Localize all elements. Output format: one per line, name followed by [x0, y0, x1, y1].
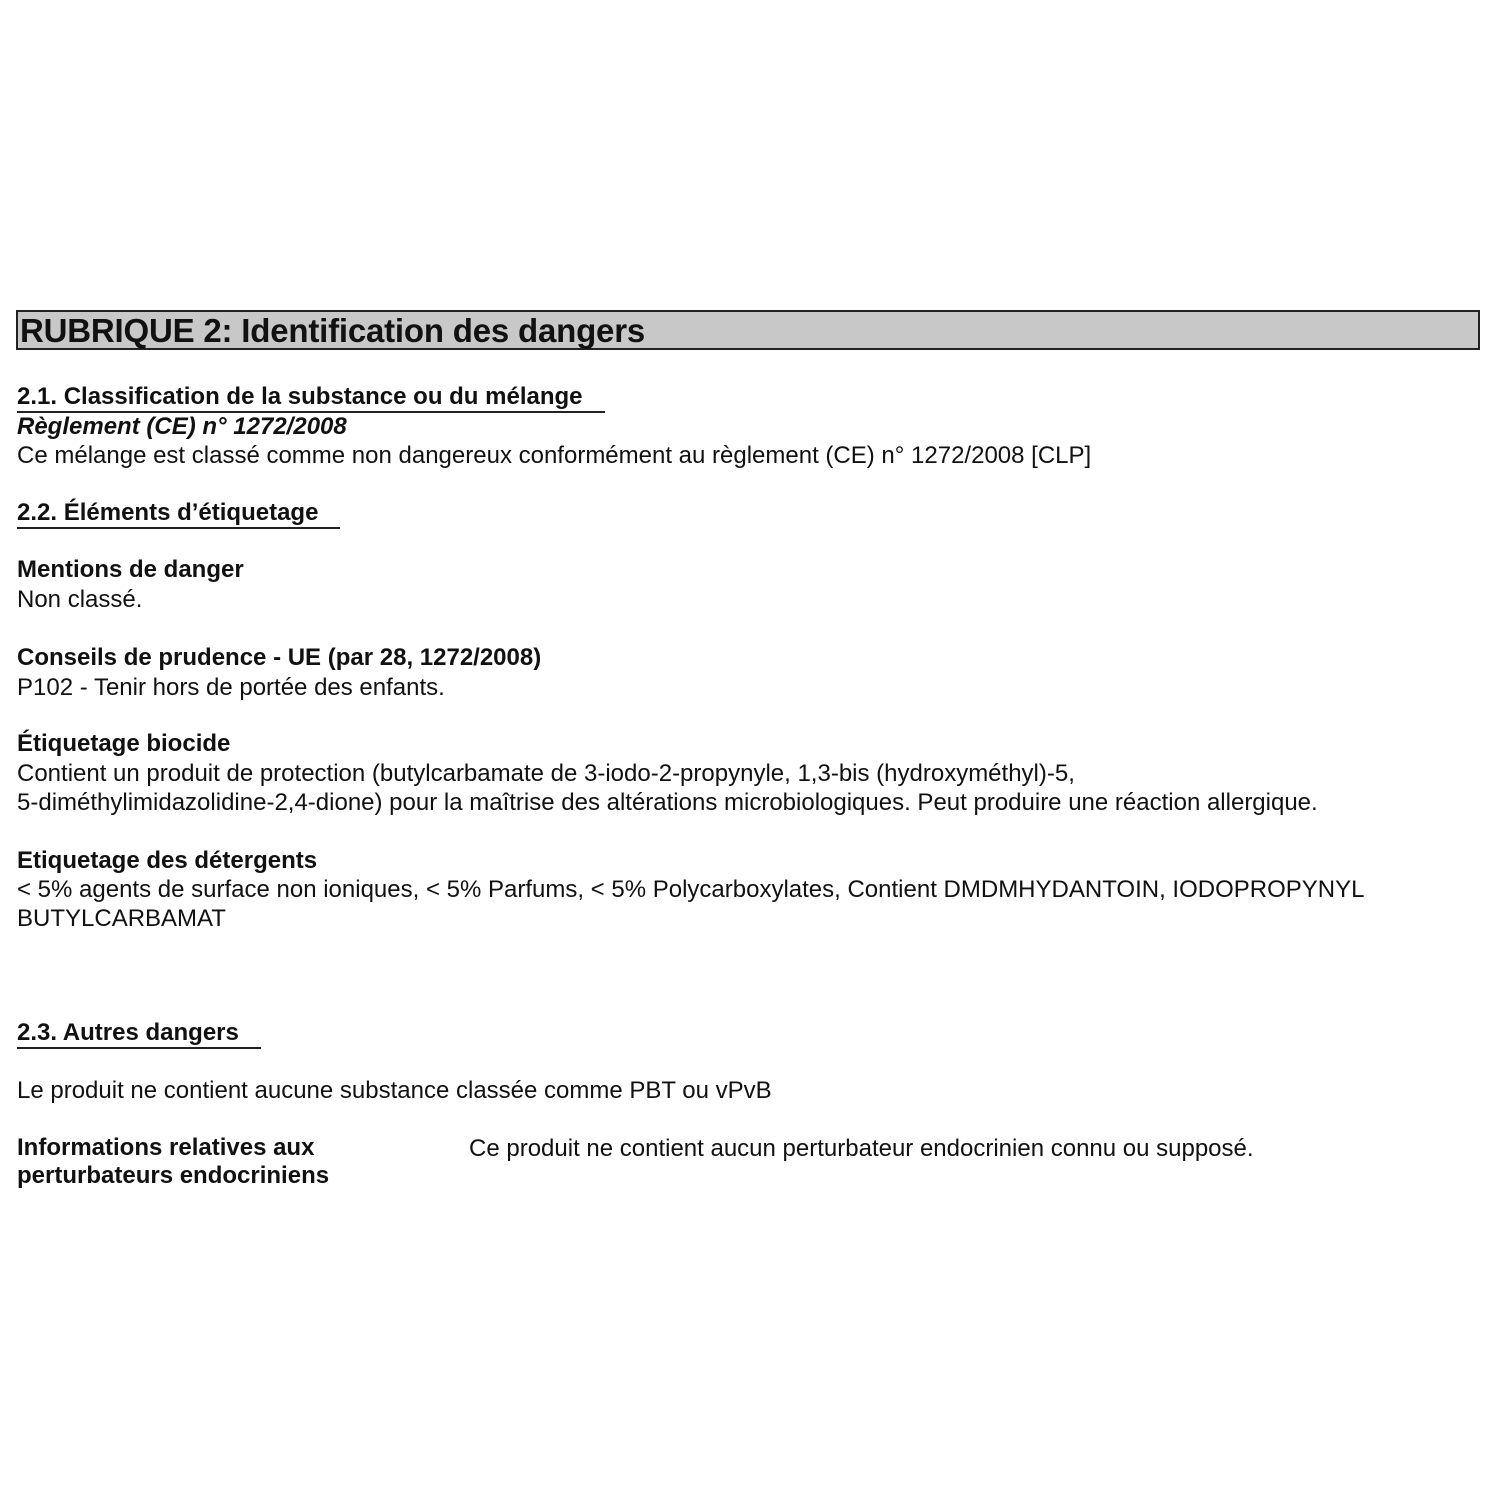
endocrine-value: Ce produit ne contient aucun perturbateur endocrinien connu ou supposé. — [469, 1135, 1254, 1162]
classification-statement: Ce mélange est classé comme non dangereux conformément au règlement (CE) n° 1272/2008 [CLP] — [17, 442, 1092, 469]
detergent-labelling-line-2: BUTYLCARBAMAT — [17, 905, 226, 932]
hazard-statements-title: Mentions de danger — [17, 556, 244, 583]
hazard-statements-value: Non classé. — [17, 586, 143, 613]
subsection-heading-2-2: 2.2. Éléments d’étiquetage — [17, 499, 340, 529]
endocrine-label-line-2: perturbateurs endocriniens — [17, 1162, 330, 1189]
regulation-reference: Règlement (CE) n° 1272/2008 — [17, 413, 347, 440]
detergent-labelling-title: Etiquetage des détergents — [17, 847, 318, 874]
pbt-statement: Le produit ne contient aucune substance classée comme PBT ou vPvB — [17, 1077, 772, 1104]
biocide-labelling-line-1: Contient un produit de protection (butylcarbamate de 3-iodo-2-propynyle, 1,3-bis (hydroxyméthyl)-5, — [17, 760, 1075, 787]
endocrine-label-line-1: Informations relatives aux — [17, 1134, 315, 1161]
biocide-labelling-title: Étiquetage biocide — [17, 730, 231, 757]
precautionary-statements-value: P102 - Tenir hors de portée des enfants. — [17, 674, 445, 701]
subsection-heading-2-1: 2.1. Classification de la substance ou du mélange — [17, 383, 605, 413]
subsection-heading-2-3: 2.3. Autres dangers — [17, 1019, 261, 1049]
detergent-labelling-line-1: < 5% agents de surface non ioniques, < 5% Parfums, < 5% Polycarboxylates, Contient DMDMHYDANTOIN, IODOPROPYNYL — [17, 876, 1365, 903]
biocide-labelling-line-2: 5-diméthylimidazolidine-2,4-dione) pour la maîtrise des altérations microbiologiques. Peut produire une réaction allergique. — [17, 789, 1318, 816]
section-header — [16, 310, 1480, 350]
section-title: RUBRIQUE 2: Identification des dangers — [20, 312, 645, 349]
precautionary-statements-title: Conseils de prudence - UE (par 28, 1272/2008) — [17, 644, 542, 671]
